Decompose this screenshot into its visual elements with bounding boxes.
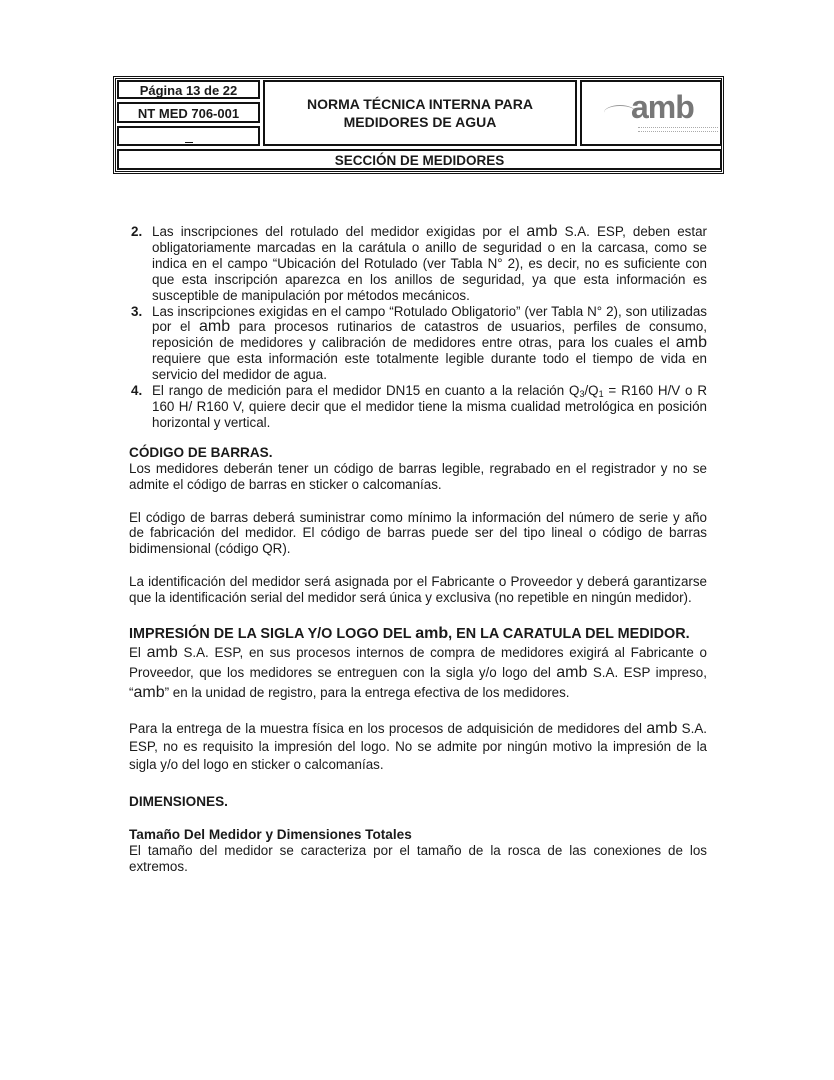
heading-run: , EN LA CARATULA DEL MEDIDOR. <box>448 626 690 643</box>
text-run: Las inscripciones del rotulado del medidor exigidas por el <box>152 224 527 239</box>
list-number: 2. <box>131 224 143 239</box>
logo-print-heading <box>129 626 707 643</box>
text-run: El rango de medición para el medidor DN15 en cuanto a la relación Q <box>152 383 580 399</box>
page-number: Página 13 de 22 <box>117 80 260 99</box>
text-run: = R160 H/V o R 160 H/ R160 V, quiere decir que el medidor tiene la misma cualidad metrológica en posición horizontal y vertical. <box>152 383 707 430</box>
text-run: El <box>129 644 147 660</box>
title-line-2: MEDIDORES DE AGUA <box>343 114 497 130</box>
barcode-paragraph-1: Los medidores deberán tener un código de barras legible, regrabado en el registrador y no se admite el código de barras en sticker o calcomanías. <box>129 460 707 492</box>
title-line-1: NORMA TÉCNICA INTERNA PARA <box>306 96 534 112</box>
text-run: /Q <box>584 383 599 399</box>
dimensions-subheading: Tamaño Del Medidor y Dimensiones Totales <box>129 826 412 842</box>
logo-print-paragraph-2 <box>129 720 707 774</box>
document-body <box>129 224 707 875</box>
barcode-heading: CÓDIGO DE BARRAS. <box>129 444 273 460</box>
amb-mention: amb <box>646 719 678 737</box>
amb-mention: amb <box>526 223 558 240</box>
subscript: 1 <box>598 389 604 400</box>
text-run: S.A. ESP, no es requisito la impresión del logo. No se admite por ningún motivo la impresión de la sigla y/o del logo en sticker o calcomanías. <box>129 720 707 772</box>
amb-mention: amb <box>199 318 231 336</box>
list-item <box>129 383 707 431</box>
list-number: 3. <box>131 303 143 319</box>
amb-logo <box>580 80 722 146</box>
logo-tagline-mark <box>638 127 718 132</box>
text-run: ” en la unidad de registro, para la entrega efectiva de los medidores. <box>164 684 570 700</box>
text-run: S.A. ESP, en sus procesos internos de compra de medidores exigirá al Fabricante o Proveedor, que los medidores se entreguen con la sigla y/o logo del <box>129 644 707 680</box>
amb-mention: amb <box>675 334 707 352</box>
document-header <box>113 76 724 174</box>
dimensions-heading: DIMENSIONES. <box>129 793 228 809</box>
subscript: 3 <box>579 389 585 400</box>
logo-text: amb <box>631 89 694 125</box>
amb-mention: amb <box>133 683 165 701</box>
document-code: NT MED 706-001 <box>117 102 260 123</box>
text-run: requiere que esta información este totalmente legible durante todo el tiempo de vida en servicio del medidor de agua. <box>152 351 707 383</box>
amb-mention: amb <box>556 663 588 681</box>
list-item <box>129 224 707 304</box>
heading-run: IMPRESIÓN DE LA SIGLA Y/O LOGO DEL <box>129 626 416 643</box>
amb-mention: amb <box>415 625 449 643</box>
section-title: SECCIÓN DE MEDIDORES <box>117 149 722 170</box>
text-run: para procesos rutinarios de catastros de usuarios, perfiles de consumo, reposición de medidores y calibración de medidores entre otras, para los cuales el <box>152 319 707 351</box>
amb-mention: amb <box>146 643 178 661</box>
barcode-paragraph-2: El código de barras deberá suministrar como mínimo la información del número de serie y año de fabricación del medidor. El código de barras puede ser del tipo lineal o código de barras bidimensional (código QR). <box>129 509 707 557</box>
document-title <box>263 80 577 146</box>
dimensions-paragraph-1: El tamaño del medidor se caracteriza por el tamaño de la rosca de las conexiones de los extremos. <box>129 842 707 874</box>
barcode-paragraph-3: La identificación del medidor será asignada por el Fabricante o Proveedor y deberá garantizarse que la identificación serial del medidor será única y exclusiva (no repetible en ningún medidor). <box>129 574 707 606</box>
logo-print-paragraph-1 <box>129 643 707 703</box>
blank-cell <box>117 126 260 146</box>
list-number: 4. <box>131 383 143 399</box>
text-run: S.A. ESP, deben estar obligatoriamente marcadas en la carátula o anillo de seguridad o en la carcasa, como se indica en el campo “Ubicación del Rotulado (ver Tabla N° 2), es decir, no es suficiente con que esta inscripción aparezca en los anillos de seguridad, ya que esta información es susceptible de manipulación por métodos mecánicos. <box>152 224 708 303</box>
text-run: Para la entrega de la muestra física en los procesos de adquisición de medidores del <box>129 720 647 736</box>
text-run: Las inscripciones exigidas en el campo “Rotulado Obligatorio” (ver Tabla N° 2), son utilizadas por el <box>152 303 707 335</box>
list-item <box>129 304 707 384</box>
dash-mark <box>185 142 193 143</box>
text-run: S.A. ESP impreso, “ <box>129 664 707 700</box>
